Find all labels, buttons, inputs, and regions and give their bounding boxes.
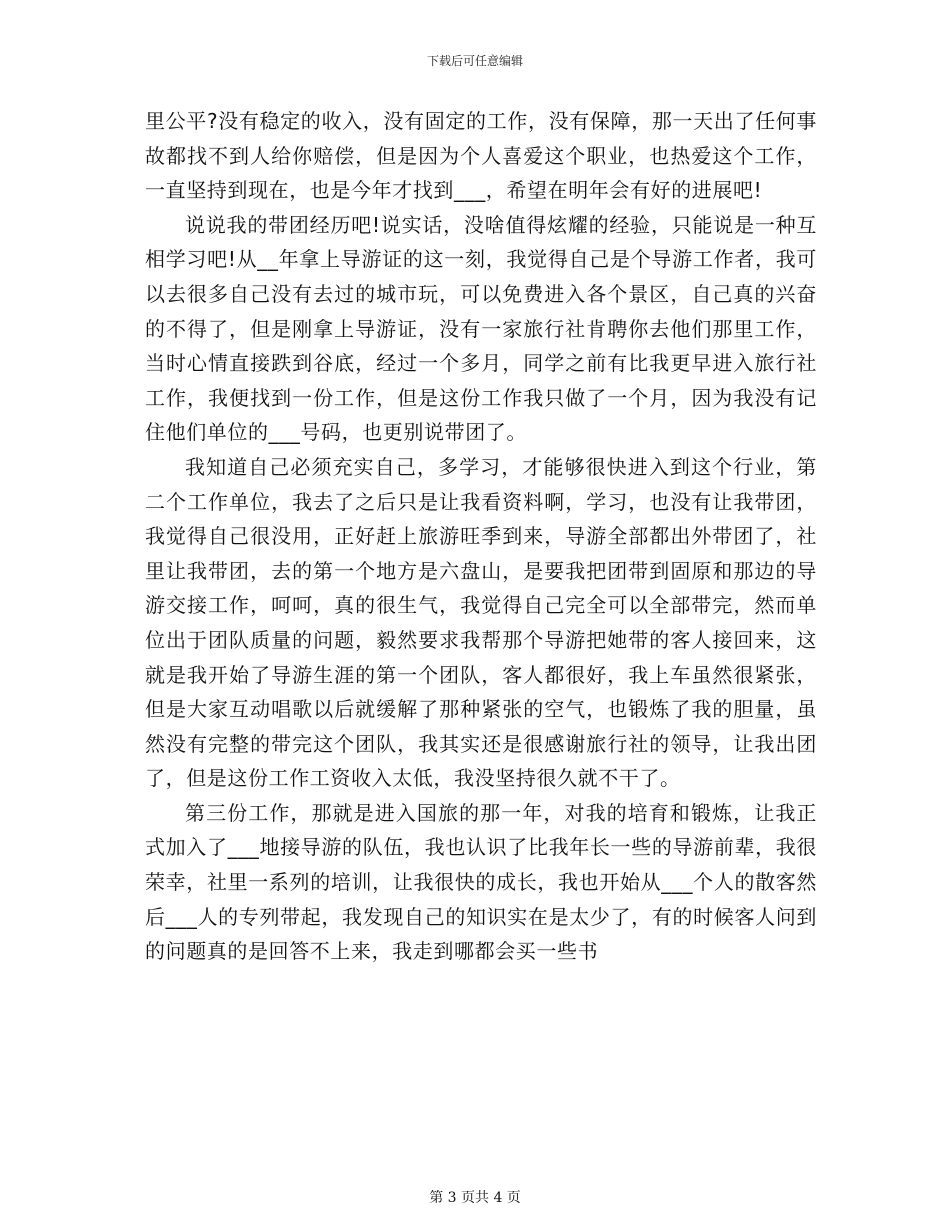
paragraph-2: 说说我的带团经历吧!说实话，没啥值得炫耀的经验，只能说是一种互相学习吧!从__年拿上导游证的这一刻，我觉得自己是个导游工作者，我可以去很多自己没有去过的城市玩，可以免费进入各个景区，自己真的兴奋的不得了，但是刚拿上导游证，没有一家旅行社肯聘你去他们那里工作，当时心情直接跌到谷底，经过一个多月，同学之前有比我更早进入旅行社工作，我便找到一份工作，但是这份工作我只做了一个月，因为我没有记住他们单位的___号码，也更别说带团了。 xyxy=(145,212,817,445)
page-footer: 第 3 页共 4 页 xyxy=(429,1190,521,1206)
page-header: 下载后可任意编辑 xyxy=(426,54,523,68)
paragraph-1: 里公平?没有稳定的收入，没有固定的工作，没有保障，那一天出了任何事故都找不到人给你赔偿，但是因为个人喜爱这个职业，也热爱这个工作，一直坚持到现在，也是今年才找到___，希望在明年会有好的进展吧! xyxy=(145,109,817,203)
paragraph-3: 我知道自己必须充实自己，多学习，才能够很快进入到这个行业，第二个工作单位，我去了之后只是让我看资料啊，学习，也没有让我带团，我觉得自己很没用，正好赶上旅游旺季到来，导游全部都出外带团了，社里让我带团，去的第一个地方是六盘山，是要我把团带到固原和那边的导游交接工作，呵呵，真的很生气，我觉得自己完全可以全部带完，然而单位出于团队质量的问题，毅然要求我帮那个导游把她带的客人接回来，这就是我开始了导游生涯的第一个团队，客人都很好，我上车虽然很紧张，但是大家互动唱歌以后就缓解了那种紧张的空气，也锻炼了我的胆量，虽然没有完整的带完这个团队，我其实还是很感谢旅行社的领导，让我出团了，但是这份工作工资收入太低，我没坚持很久就不干了。 xyxy=(145,454,817,791)
paragraph-4: 第三份工作，那就是进入国旅的那一年，对我的培育和锻炼，让我正式加入了___地接导游的队伍，我也认识了比我年长一些的导游前辈，我很荣幸，社里一系列的培训，让我很快的成长，我也开始从___个人的散客然后___人的专列带起，我发现自己的知识实在是太少了，有的时候客人问到的问题真的是回答不上来，我走到哪都会买一些书 xyxy=(145,800,817,964)
document-body xyxy=(145,104,817,969)
